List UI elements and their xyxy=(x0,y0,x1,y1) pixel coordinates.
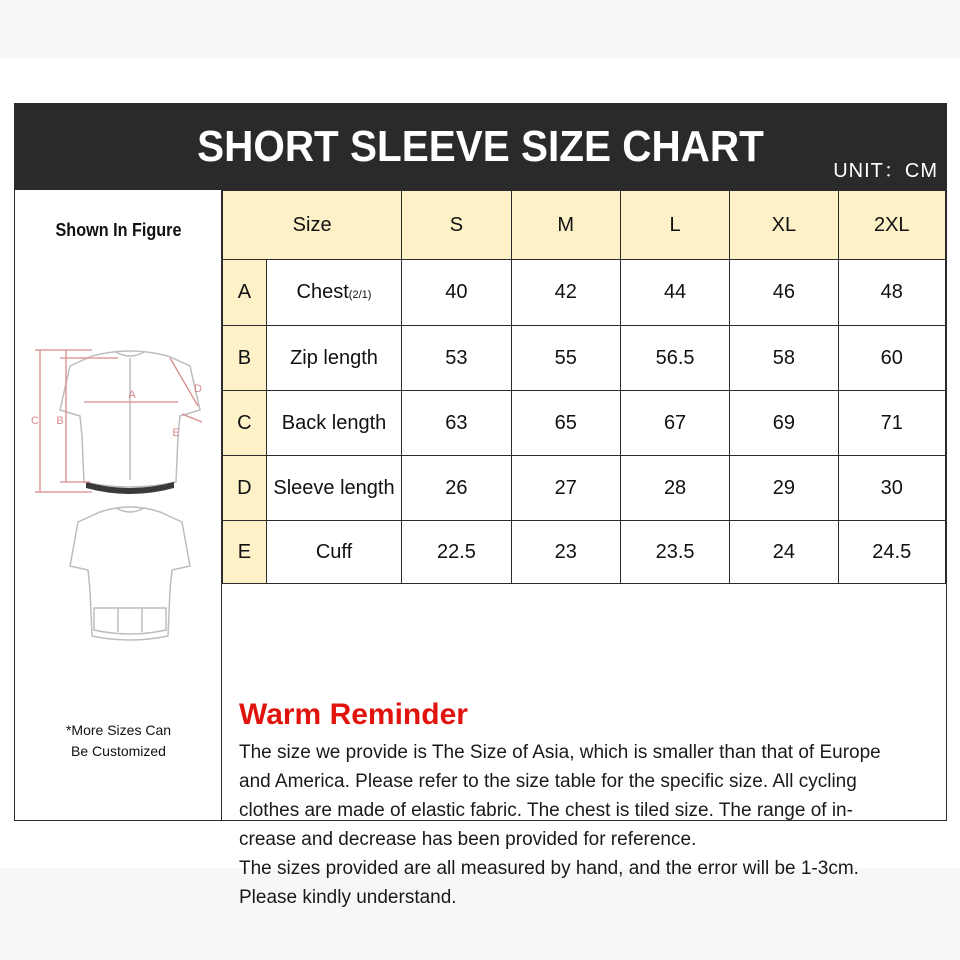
figure-letter-a: A xyxy=(128,389,136,401)
unit-label: UNIT：CM xyxy=(833,160,938,182)
jersey-back-illustration xyxy=(70,507,190,640)
table-cell: 24.5 xyxy=(838,521,945,584)
size-col-header: XL xyxy=(730,191,838,260)
reminder-body xyxy=(239,738,939,912)
figure-letter-b: B xyxy=(56,415,64,427)
table-cell: 63 xyxy=(402,391,511,456)
customization-note xyxy=(15,720,222,762)
size-col-header: S xyxy=(402,191,511,260)
reminder-line: The sizes provided are all measured by hand, and the error will be 1-3cm. xyxy=(239,858,859,879)
table-cell: 60 xyxy=(838,326,945,391)
size-chart-frame xyxy=(14,103,947,908)
figure-letter-c: C xyxy=(31,415,39,427)
jersey-front-illustration xyxy=(60,351,200,487)
table-row xyxy=(223,391,946,456)
size-col-header: L xyxy=(620,191,729,260)
table-cell: 58 xyxy=(730,326,838,391)
reminder-title: Warm Reminder xyxy=(239,698,468,731)
shown-in-figure-label: Shown In Figure xyxy=(55,220,182,240)
figure-letter-e: E xyxy=(172,427,180,439)
reminder-line: clothes are made of elastic fabric. The chest is tiled size. The range of in- xyxy=(239,800,853,821)
row-letter: E xyxy=(223,521,267,584)
row-letter: A xyxy=(223,260,267,326)
figure-column xyxy=(15,190,222,820)
size-table xyxy=(222,190,946,584)
measurement-qualifier: (2/1) xyxy=(348,289,372,301)
chart-title: SHORT SLEEVE SIZE CHART xyxy=(197,122,764,171)
note-line: Be Customized xyxy=(71,743,166,759)
top-margin-band xyxy=(0,0,960,58)
size-col-header: M xyxy=(511,191,620,260)
measure-letters xyxy=(31,383,202,439)
table-cell: 23.5 xyxy=(620,521,729,584)
reminder-line: The size we provide is The Size of Asia, which is smaller than that of Europe xyxy=(239,742,881,763)
jersey-hem-band xyxy=(86,482,174,494)
row-letter: C xyxy=(223,391,267,456)
table-cell: 26 xyxy=(402,456,511,521)
table-cell: 48 xyxy=(838,260,945,326)
table-cell: 53 xyxy=(402,326,511,391)
table-cell: 28 xyxy=(620,456,729,521)
table-cell: 42 xyxy=(511,260,620,326)
size-col-header: 2XL xyxy=(838,191,945,260)
table-row xyxy=(223,521,946,584)
measurement-name: Back length xyxy=(266,391,401,456)
reminder-line: and America. Please refer to the size table for the specific size. All cycling xyxy=(239,771,857,792)
table-cell: 30 xyxy=(838,456,945,521)
figure-letter-d: D xyxy=(194,383,202,395)
table-cell: 27 xyxy=(511,456,620,521)
table-cell: 56.5 xyxy=(620,326,729,391)
table-row xyxy=(223,260,946,326)
table-row xyxy=(223,456,946,521)
jersey-diagram xyxy=(30,340,210,650)
measurement-label: Chest xyxy=(296,281,349,303)
chart-header xyxy=(15,104,946,190)
table-cell: 67 xyxy=(620,391,729,456)
size-header-row xyxy=(223,191,946,260)
row-letter: D xyxy=(223,456,267,521)
table-cell: 24 xyxy=(730,521,838,584)
table-cell: 23 xyxy=(511,521,620,584)
table-cell: 46 xyxy=(730,260,838,326)
table-row xyxy=(223,326,946,391)
table-cell: 40 xyxy=(402,260,511,326)
size-header-cell: Size xyxy=(223,191,402,260)
table-cell: 22.5 xyxy=(402,521,511,584)
reminder-line: crease and decrease has been provided for reference. xyxy=(239,829,697,850)
table-cell: 29 xyxy=(730,456,838,521)
note-line: *More Sizes Can xyxy=(65,722,172,738)
table-cell: 69 xyxy=(730,391,838,456)
table-cell: 71 xyxy=(838,391,945,456)
measurement-name: Zip length xyxy=(266,326,401,391)
table-cell: 55 xyxy=(511,326,620,391)
table-cell: 65 xyxy=(511,391,620,456)
row-letter: B xyxy=(223,326,267,391)
measurement-name: Sleeve length xyxy=(266,456,401,521)
reminder-line: Please kindly understand. xyxy=(239,887,457,908)
warm-reminder xyxy=(239,698,939,912)
measurement-name xyxy=(266,260,401,326)
measurement-name: Cuff xyxy=(266,521,401,584)
table-cell: 44 xyxy=(620,260,729,326)
